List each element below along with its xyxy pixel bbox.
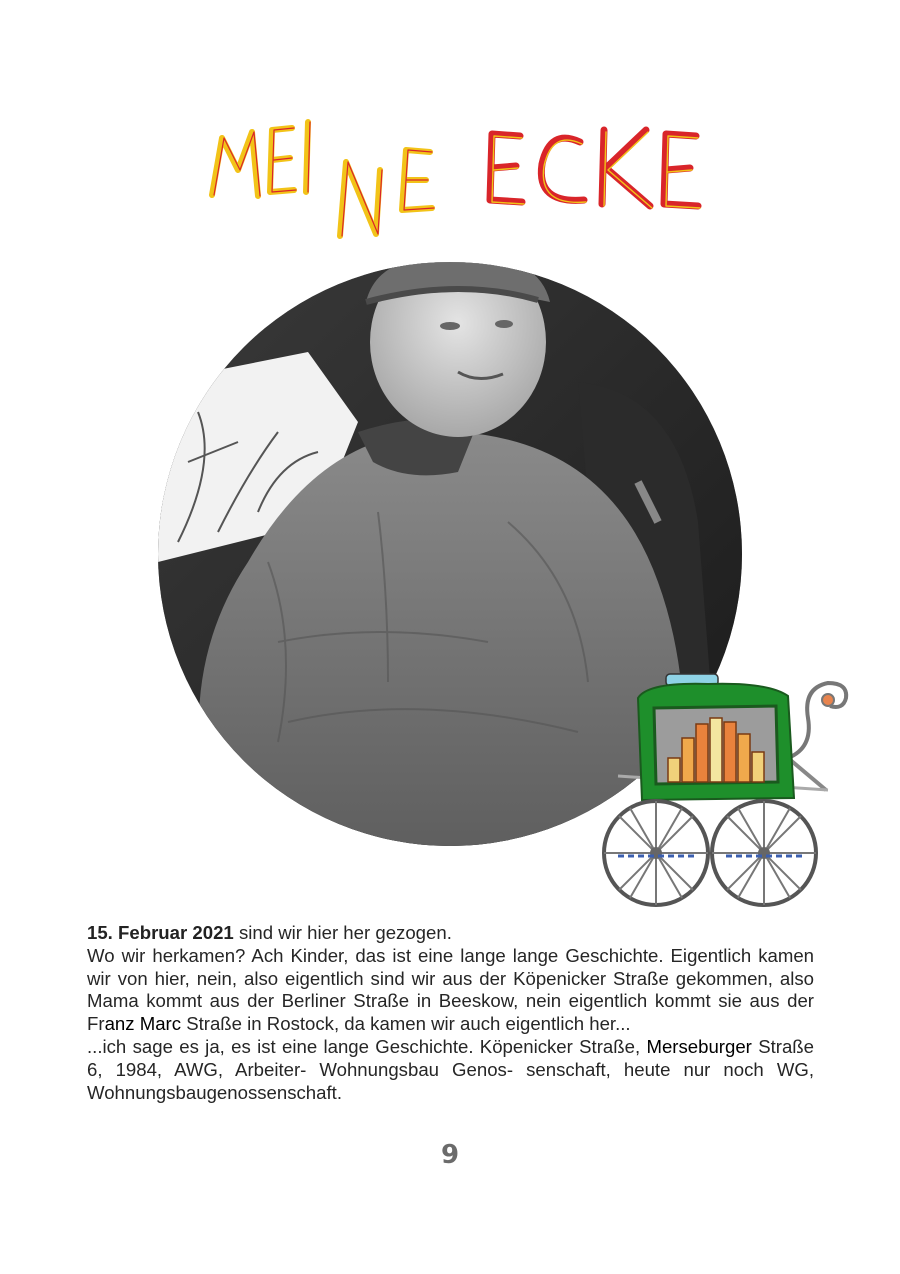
barrel-organ-illustration [598,668,858,918]
paragraph-2-part-3: Straße in Rostock, da kamen wir auch eigentlich her... [181,1013,631,1035]
paragraph-2-part-1: Wo wir herkamen? Ach Kinder, das ist eine lange lange Geschichte. Eigentlich kamen wir von hier, nein, also eigentlich sind wir aus der Köpenicker Straße gekommen, also Mama kommt aus der Berliner Straße in Beeskow, nein eigentlich kommt sie aus der Fr [87,944,814,1035]
page-title [200,100,720,250]
date-text: 15. Februar 2021 [87,922,234,943]
paragraph-2-part-2: anz Marc [104,1013,182,1035]
paragraph-3 [87,1036,814,1104]
body-text [87,922,814,1104]
paragraph-1-rest: sind wir hier her gezogen. [233,922,452,943]
paragraph-3-part-3: Straße 6, 1984, AWG, Arbeiter- Wohnungsbau Genos- senschaft, heute nur noch WG, Wohnungsbaugenossenschaft. [87,1035,814,1103]
page-number: 9 [440,1140,460,1170]
paragraph-3-part-2: Merseburger [646,1035,752,1057]
paragraph-3-part-1: ...ich sage es ja, es ist eine lange Geschichte. Köpenicker Straße, [87,1035,647,1057]
paragraph-2 [87,945,814,1036]
paragraph-date [87,922,814,945]
